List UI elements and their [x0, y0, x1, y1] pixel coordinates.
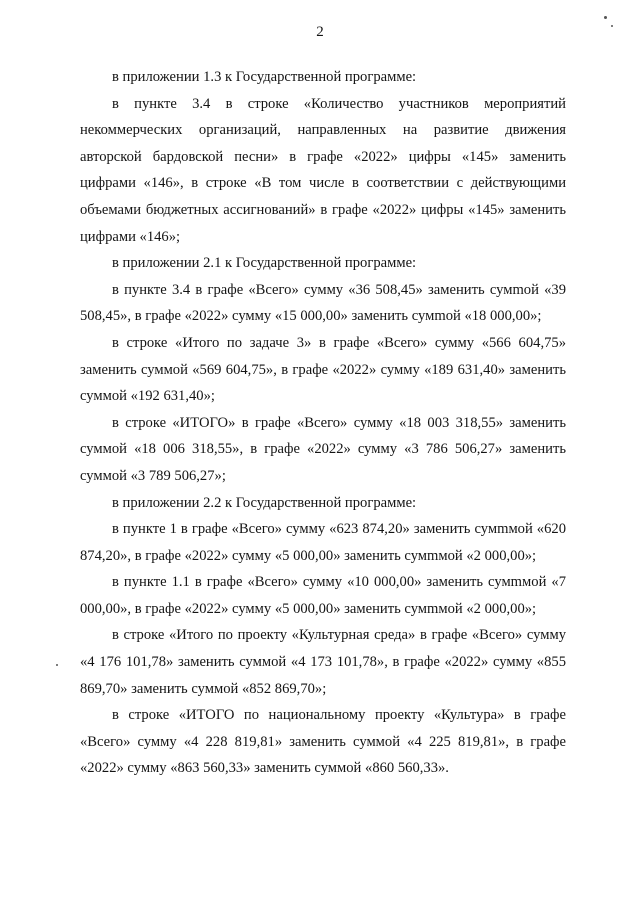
paragraph-appendix-2-1-heading: в приложении 2.1 к Государственной программе:: [112, 255, 417, 272]
document-body: [80, 64, 566, 782]
paragraph-item-3-4-sum: в пункте 3.4 в графе «Всего» сумму «36 508,45» заменить сумmой «39 508,45», в графе «2022» сумму «15 000,00» заменить сумmой «18 000,00»;: [80, 281, 566, 325]
scan-speck: [56, 664, 58, 666]
paragraph-total-cultural-environment: в строке «Итого по проекту «Культурная среда» в графе «Всего» сумму «4 176 101,78» заменить суммой «4 173 101,78», в графе «2022» сумму «855 869,70» заменить суммой «852 869,70»;: [80, 627, 566, 697]
paragraph-grand-total: в строке «ИТОГО» в графе «Всего» сумму «18 003 318,55» заменить суммой «18 006 318,55», в графе «2022» сумму «3 786 506,27» заменить суммой «3 789 506,27»;: [80, 414, 566, 484]
paragraph-item-1: в пункте 1 в графе «Всего» сумму «623 874,20» заменить сумmмой «620 874,20», в графе «2022» сумму «5 000,00» заменить сумmмой «2 000,00»;: [80, 521, 566, 564]
paragraph-appendix-2-2-heading: в приложении 2.2 к Государственной программе:: [112, 494, 417, 511]
paragraph-item-1-1: в пункте 1.1 в графе «Всего» сумму «10 000,00» заменить сумmмой «7 000,00», в графе «2022» сумму «5 000,00» заменить сумmмой «2 000,00»;: [80, 574, 566, 617]
paragraph-total-national-project: в строке «ИТОГО по национальному проекту «Культура» в графе «Всего» сумму «4 228 819,81» заменить суммой «4 225 819,81», в графе «2022» сумму «863 560,33» заменить суммой «860 560,33».: [80, 707, 566, 777]
scan-speck: [611, 25, 613, 27]
paragraph-total-task-3: в строке «Итого по задаче 3» в графе «Всего» сумму «566 604,75» заменить суммой «569 604,75», в графе «2022» сумму «189 631,40» заменить суммой «192 631,40»;: [80, 334, 566, 405]
page-number: 2: [316, 24, 324, 40]
scan-speck: [604, 16, 607, 19]
paragraph-item-3-4-participants: в пункте 3.4 в строке «Количество участников мероприятий некоммерческих организаций, направленных на развитие движения авторской бардовской песни» в графе «2022» цифры «145» заменить цифрами «146», в строке «В том числе в соответствии с действующими объемами бюджетных ассигнований» в графе «2022» цифры «145» заменить цифрами «146»;: [80, 95, 566, 245]
paragraph-appendix-1-3-heading: в приложении 1.3 к Государственной программе:: [112, 69, 417, 85]
